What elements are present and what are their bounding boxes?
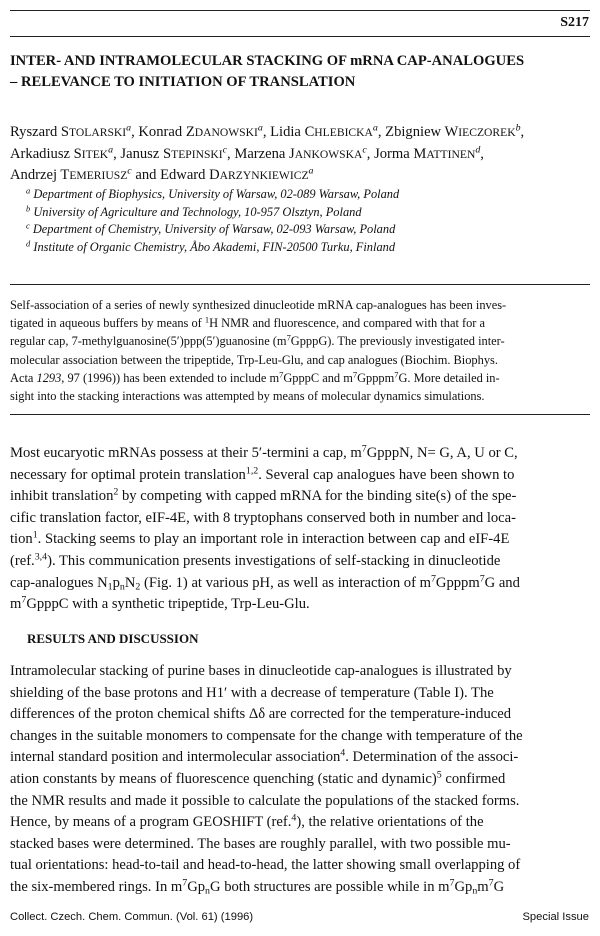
author-list <box>10 122 590 187</box>
header-rule <box>10 36 590 37</box>
affiliation-item: $^b$ University of Agriculture and Technology, 10-957 Olsztyn, Poland <box>26 202 362 219</box>
author-name: Marzena JANKOWSKA$^c$, <box>234 144 375 162</box>
author-line <box>10 122 590 144</box>
body-line: shielding of the base protons and H1′ with a decrease of temperature (Table I). The <box>10 684 494 701</box>
page-number: S217 <box>560 15 589 30</box>
abstract-bottom-rule <box>10 414 590 415</box>
body-line: necessary for optimal protein translation$^{1,2}$. Several cap analogues have been shown to <box>10 465 515 483</box>
author-name: Jorma MATTINEN$^d$, <box>374 144 484 162</box>
abstract <box>10 296 590 405</box>
author-name: Zbigniew WIECZOREK$^b$, <box>385 122 525 140</box>
body-line: Intramolecular stacking of purine bases in dinucleotide cap-analogues is illustrated by <box>10 663 512 679</box>
affiliation-item: $^a$ Department of Biophysics, University of Warsaw, 02-089 Warsaw, Poland <box>26 185 400 201</box>
journal-citation: Collect. Czech. Chem. Commun. (Vol. 61) (1996) <box>10 911 254 923</box>
author-name: Edward DARZYNKIEWICZ$^a$ <box>160 165 314 183</box>
body-line: Most eucaryotic mRNAs possess at their 5′-termini a cap, $m^7GpppN$, N= G, A, U or C, <box>10 443 518 461</box>
abstract-line: Self-association of a series of newly synthesized dinucleotide mRNA cap-analogues has been inves- <box>10 298 507 312</box>
abstract-top-rule <box>10 284 590 285</box>
body-line: Hence, by means of a program GEOSHIFT (ref.$^4$), the relative orientations of the <box>10 812 484 831</box>
title-line-2: – RELEVANCE TO INITIATION OF TRANSLATION <box>10 74 356 90</box>
title-line-1: INTER- AND INTRAMOLECULAR STACKING OF mRNA CAP-ANALOGUES <box>10 53 525 69</box>
affiliation-item: $^c$ Department of Chemistry, University of Warsaw, 02-093 Warsaw, Poland <box>26 220 396 237</box>
top-rule <box>10 10 590 11</box>
body-line: ation constants by means of fluorescence quenching (static and dynamic)$^5$ confirmed <box>10 769 506 787</box>
results-paragraph <box>10 661 590 899</box>
author-name: Ryszard STOLARSKI$^a$, <box>10 122 139 140</box>
author-name: Arkadiusz SITEK$^a$, <box>10 144 121 162</box>
section-heading: RESULTS AND DISCUSSION <box>27 631 199 646</box>
issue-label: Special Issue <box>522 911 589 923</box>
body-line: tion$^1$. Stacking seems to play an important role in interaction between cap and eIF-4E <box>10 529 510 548</box>
author-name: Andrzej TEMERIUSZ$^c$ and <box>10 165 161 183</box>
body-line: changes in the suitable monomers to compensate for the change with temperature of the <box>10 727 523 744</box>
body-line: $m^7GpppC$ with a synthetic tripeptide, Trp-Leu-Glu. <box>10 594 310 613</box>
body-line: internal standard position and intermolecular association$^4$. Determination of the associ- <box>10 747 519 766</box>
author-line <box>10 144 590 166</box>
body-line: tual orientations: head-to-tail and head-to-head, the latter showing small overlapping of <box>10 857 521 874</box>
affiliation-list <box>26 186 590 256</box>
intro-paragraph <box>10 443 590 616</box>
author-name: Lidia CHLEBICKA$^a$, <box>270 122 386 140</box>
author-name: Janusz STEPINSKI$^c$, <box>120 144 235 162</box>
body-line: inhibit translation$^2$ by competing with capped mRNA for the binding site(s) of the spe- <box>10 486 517 505</box>
body-line: the NMR results and made it possible to calculate the populations of the stacked forms. <box>10 792 520 809</box>
article-title <box>10 51 590 93</box>
abstract-line: molecular association between the tripeptide, Trp-Leu-Glu, and cap analogues (Biochim. Biophys. <box>10 352 498 367</box>
author-line <box>10 165 590 187</box>
body-line: cific translation factor, eIF-4E, with 8 tryptophans conserved both in number and loca- <box>10 509 516 526</box>
abstract-line: Acta 1293, 97 (1996)) has been extended to include $m^7GpppC$ and $m^7Gpppm^7G$. More detailed in- <box>10 369 500 385</box>
body-line: (ref.$^{3,4}$). This communication presents investigations of self-stacking in dinucleotide <box>10 551 501 569</box>
abstract-line: sight into the stacking interactions was attempted by means of molecular dynamics simulations. <box>10 389 485 404</box>
abstract-line: regular cap, 7-methylguanosine(5′)ppp(5′)guanosine $(m^7GpppG)$. The previously investigated inter- <box>10 332 505 349</box>
body-line: cap-analogues $N_1p_nN_2$ (Fig. 1) at various pH, as well as interaction of $m^7Gpppm^7G$ and <box>10 573 520 593</box>
abstract-line: tigated in aqueous buffers by means of $^1$H NMR and fluorescence, and compared with that for a <box>10 314 486 331</box>
body-line: stacked bases were determined. The bases are roughly parallel, with two possible mu- <box>10 835 511 852</box>
body-line: differences of the proton chemical shifts Δδ are corrected for the temperature-induced <box>10 706 512 723</box>
body-line: the six-membered rings. In $m^7Gp_nG$ both structures are possible while in $m^7Gp_nm^7G$ <box>10 877 505 897</box>
affiliation-item: $^d$ Institute of Organic Chemistry, Åbo Akademi, FIN-20500 Turku, Finland <box>26 238 396 254</box>
author-name: Konrad ZDANOWSKI$^a$, <box>138 122 271 140</box>
